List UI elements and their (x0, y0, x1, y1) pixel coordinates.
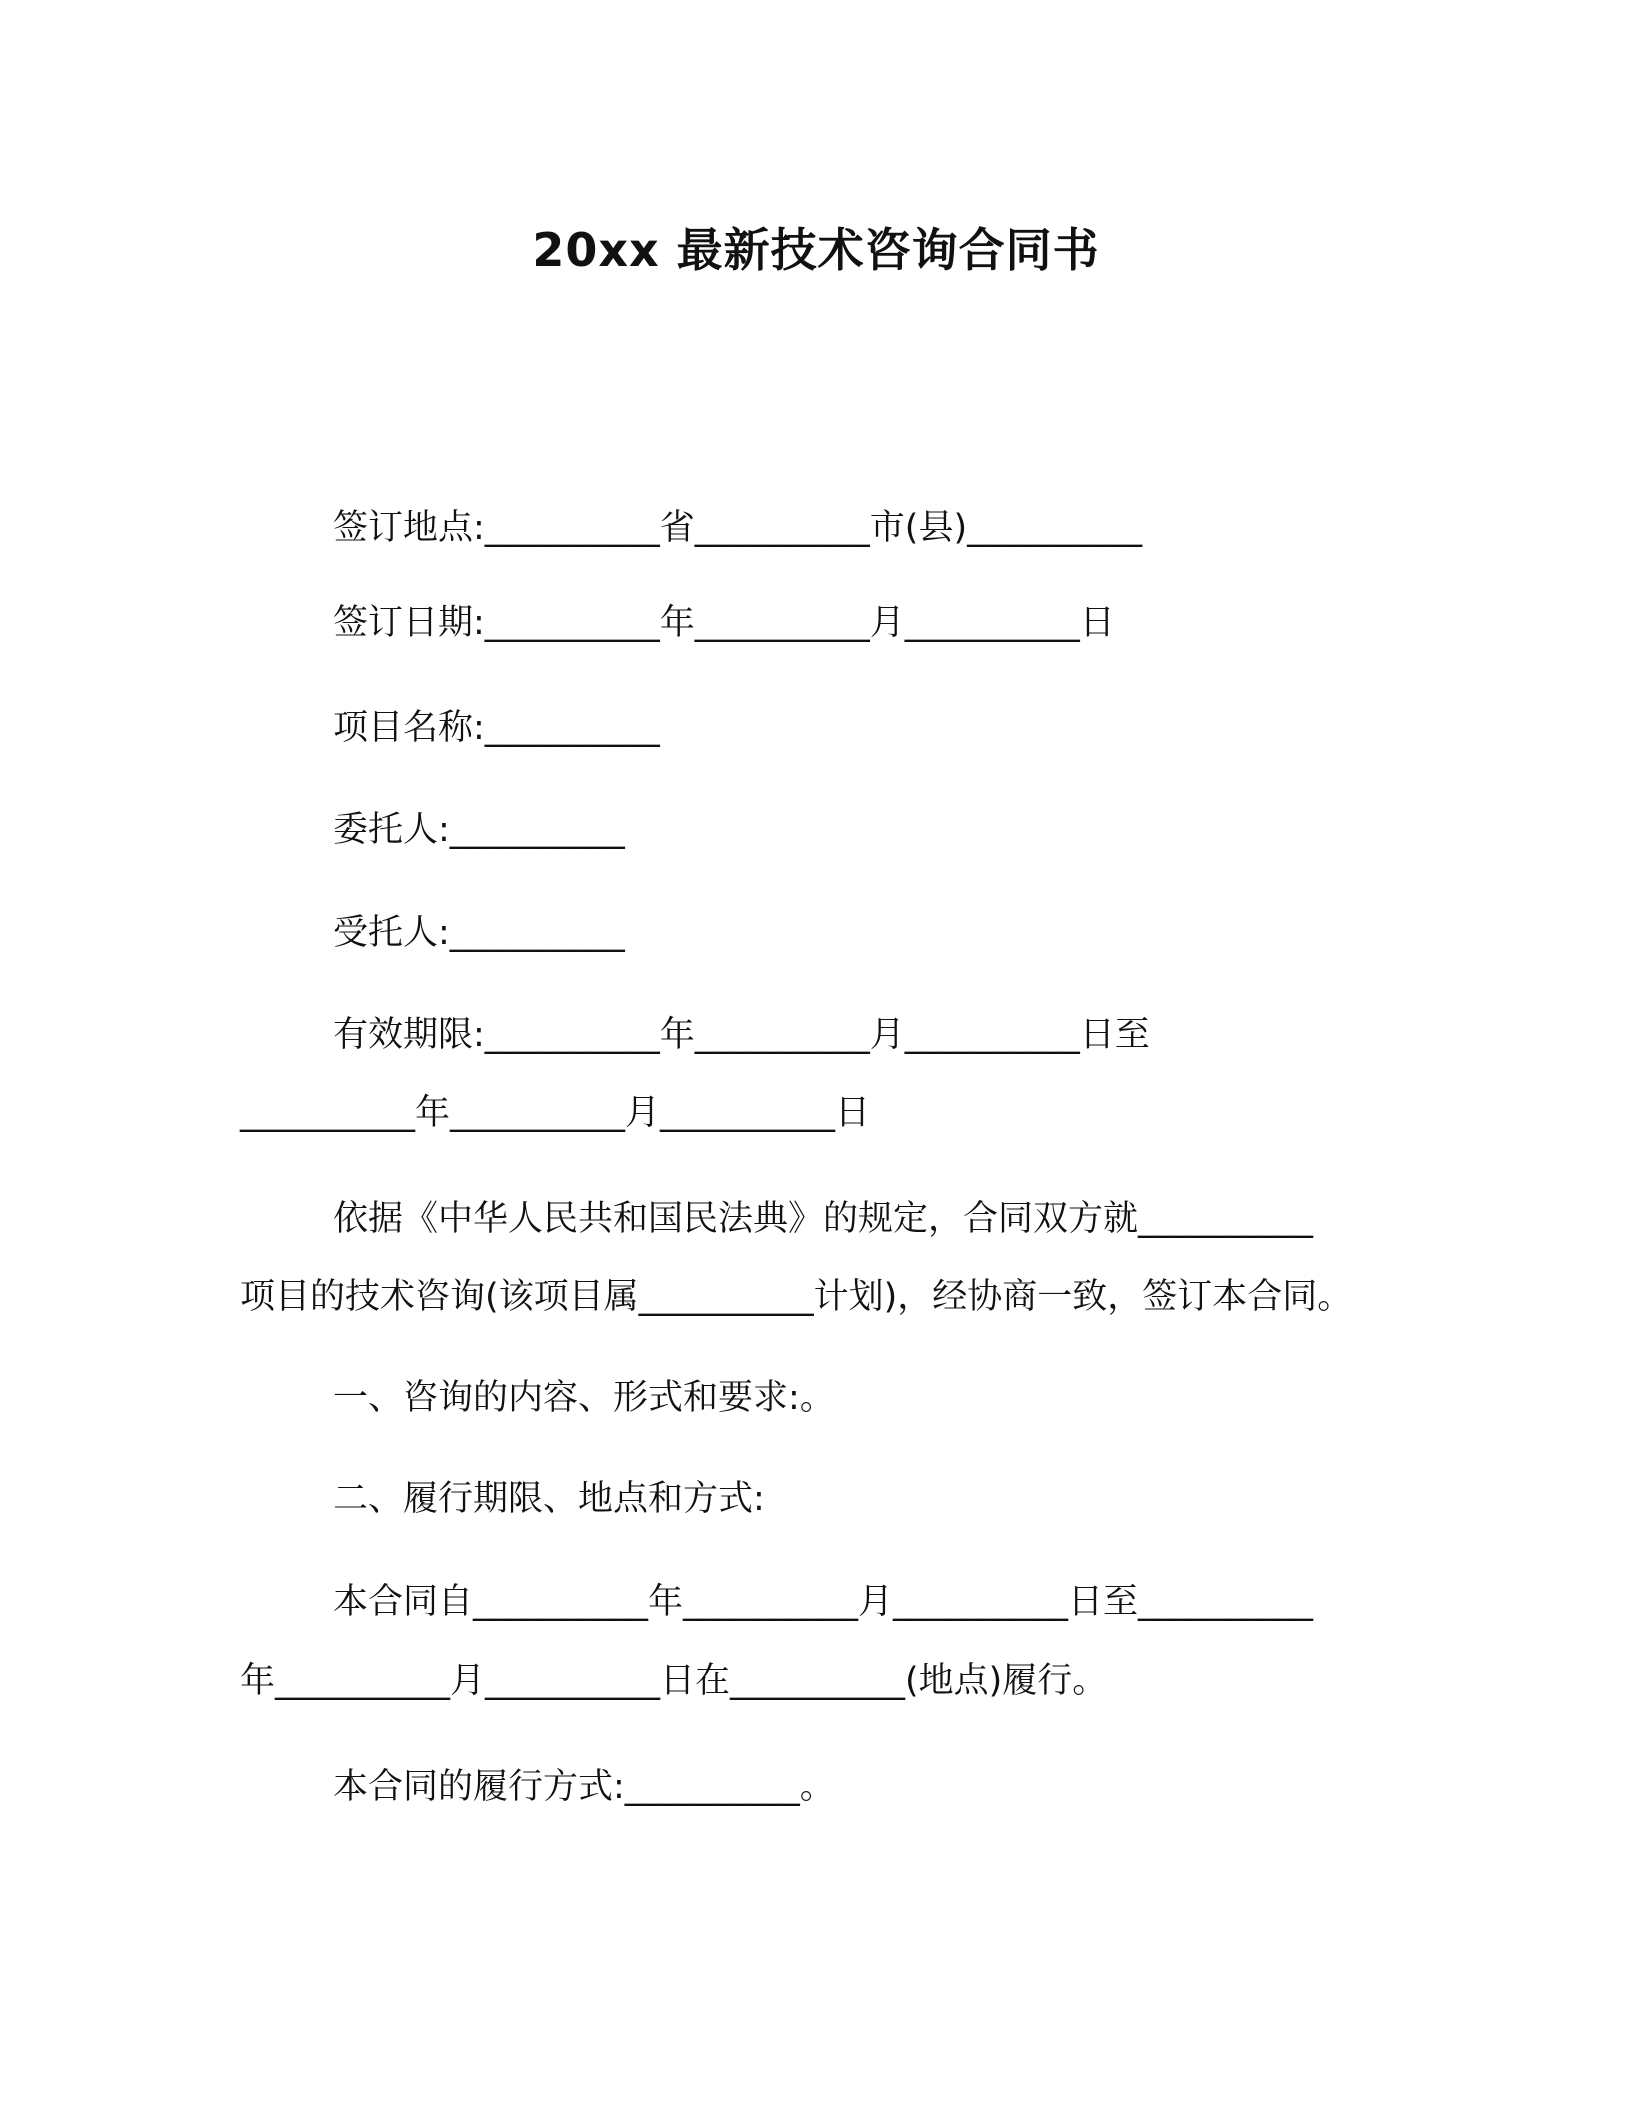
document-title: 20xx 最新技术咨询合同书 (532, 223, 1100, 277)
section-two-heading: 二、履行期限、地点和方式: (333, 1479, 765, 1519)
performance-period-line: 本合同自__________年__________月__________日至__________ (333, 1582, 1314, 1622)
validity-period-line: 有效期限:__________年__________月__________日至 (333, 1015, 1150, 1055)
performance-period-continuation-line: 年__________月__________日在__________(地点)履行。 (240, 1661, 1108, 1701)
legal-basis-continuation-line: 项目的技术咨询(该项目属__________计划)，经协商一致，签订本合同。 (240, 1277, 1353, 1317)
signing-date-line: 签订日期:__________年__________月__________日 (333, 603, 1115, 643)
project-name-line: 项目名称:__________ (333, 708, 660, 748)
section-one-heading: 一、咨询的内容、形式和要求:。 (333, 1378, 835, 1418)
client-line: 委托人:__________ (333, 810, 625, 850)
validity-period-end-line: __________年__________月__________日 (240, 1093, 871, 1133)
contractor-line: 受托人:__________ (333, 913, 625, 953)
signing-place-line: 签订地点:__________省__________市(县)__________ (333, 508, 1143, 548)
performance-method-line: 本合同的履行方式:__________。 (333, 1767, 835, 1807)
legal-basis-line: 依据《中华人民共和国民法典》的规定，合同双方就__________ (333, 1199, 1314, 1239)
